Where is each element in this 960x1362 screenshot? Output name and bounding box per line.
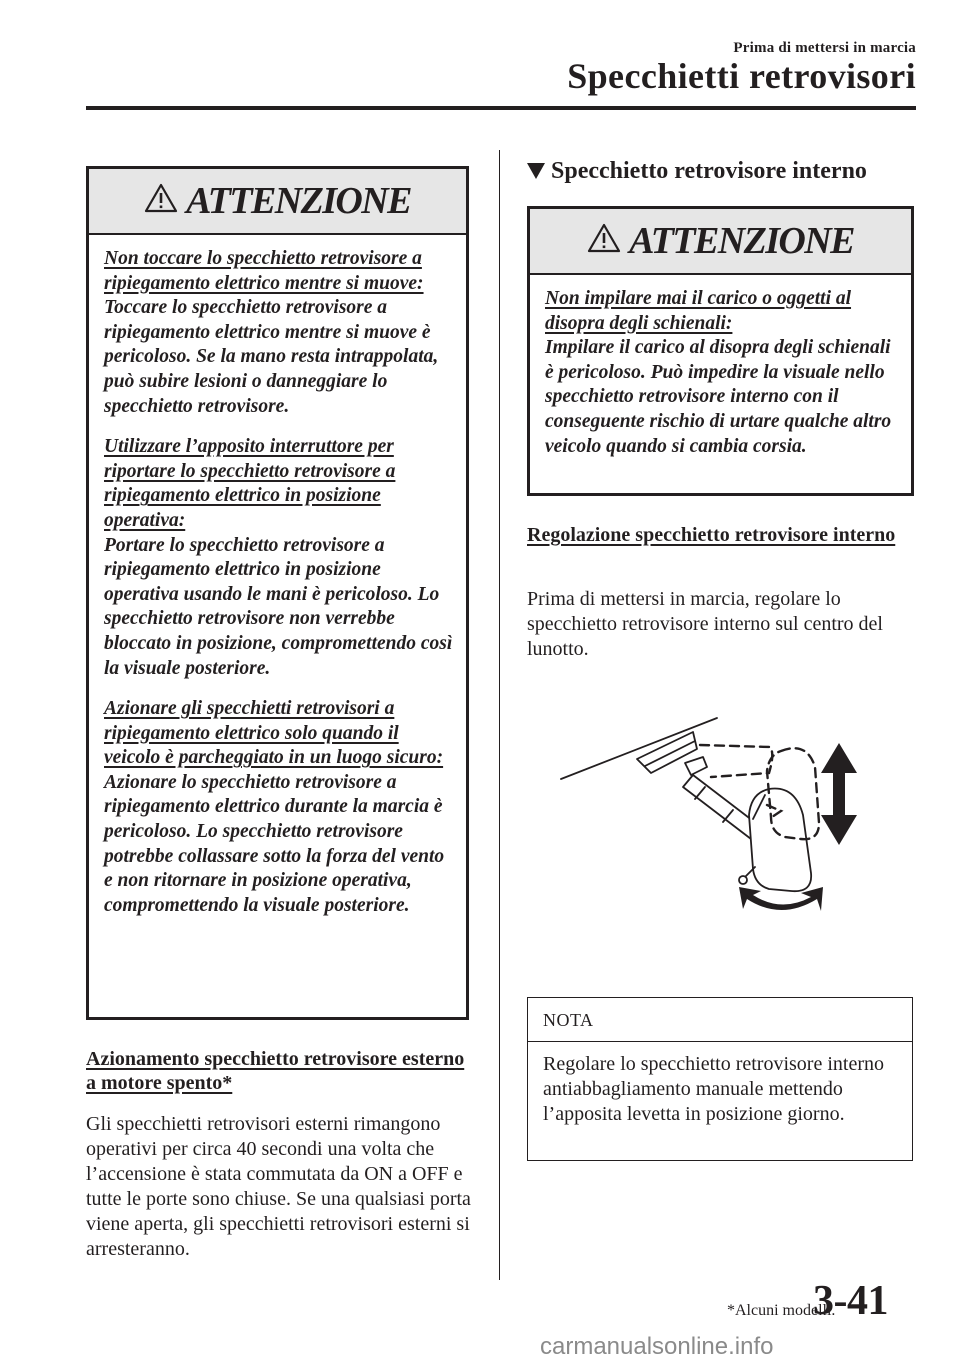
watermark: carmanualsonline.info — [540, 1333, 774, 1360]
right-subsection-heading: Regolazione specchietto retrovisore interno — [527, 524, 896, 546]
warning-label: ATTENZIONE — [186, 180, 411, 222]
section-heading — [527, 156, 867, 186]
warning-header — [89, 169, 466, 235]
column-divider — [499, 150, 500, 1280]
header-rule — [86, 106, 916, 110]
section-heading-text: Specchietto retrovisore interno — [551, 158, 867, 184]
warning-paragraph — [104, 697, 454, 918]
warning-box-left — [86, 166, 469, 1020]
left-body-text: Gli specchietti retrovisori esterni rimangono operativi per circa 40 secondi una volta che l’accensione è stata commutata da ON a OFF e tutte le porte sono chiuse. Se una qualsiasi porta viene aperta, gli specchietti retrovisori esterni si arresteranno. — [86, 1113, 471, 1260]
warning-triangle-icon — [587, 223, 621, 253]
warning-body — [89, 235, 466, 918]
vertical-adjust-arrow-icon — [821, 743, 857, 845]
warning-paragraph — [104, 435, 454, 681]
section-marker-icon — [527, 163, 545, 179]
warning-box-right — [527, 206, 914, 496]
warning-paragraph-heading: Utilizzare l’apposito interruttore per riportare lo specchietto retrovisore a ripiegamento elettrico in posizione operativa: — [104, 436, 396, 531]
page-number: 3-41 — [813, 1278, 888, 1324]
warning-paragraph-heading: Azionare gli specchietti retrovisori a ripiegamento elettrico solo quando il veicolo è parcheggiato in un luogo sicuro: — [104, 698, 444, 769]
note-text: Regolare lo specchietto retrovisore interno antiabbagliamento manuale mettendo l’apposita levetta in posizione giorno. — [543, 1053, 884, 1125]
warning-paragraph-heading: Non impilare mai il carico o oggetti al disopra degli schienali: — [545, 288, 852, 334]
mirror-adjustment-illustration — [555, 715, 875, 925]
warning-paragraph-heading: Non toccare lo specchietto retrovisore a ripiegamento elettrico mentre si muove: — [104, 248, 424, 294]
right-body-text: Prima di mettersi in marcia, regolare lo specchietto retrovisore interno sul centro del lunotto. — [527, 588, 883, 660]
page-title: Specchietti retrovisori — [567, 56, 916, 96]
header-section-title: Prima di mettersi in marcia — [733, 40, 916, 56]
warning-paragraph — [104, 247, 454, 419]
warning-paragraph — [545, 287, 899, 459]
warning-triangle-icon — [144, 183, 178, 213]
footnote: *Alcuni modelli. — [727, 1302, 836, 1319]
left-subsection-heading: Azionamento specchietto retrovisore esterno a motore spento* — [86, 1048, 465, 1094]
warning-body — [530, 275, 911, 459]
note-label: NOTA — [528, 998, 912, 1042]
warning-paragraph-text: Impilare il carico al disopra degli schienali è pericoloso. Può impedire la visuale nello specchietto retrovisore interno con il conseguente rischio di urtare qualche altro veicolo quando si cambia corsia. — [545, 337, 892, 457]
warning-header — [530, 209, 911, 275]
note-box — [527, 997, 913, 1161]
warning-paragraph-text: Toccare lo specchietto retrovisore a ripiegamento elettrico mentre si muove è pericoloso. Se la mano resta intrappolata, può subire lesioni o danneggiare lo specchietto retrovisore. — [104, 297, 439, 417]
warning-label: ATTENZIONE — [629, 220, 854, 262]
warning-paragraph-text: Portare lo specchietto retrovisore a ripiegamento elettrico in posizione operativa usando le mani è pericoloso. Lo specchietto retrovisore non verrebbe bloccato in posizione, compromettendo così la visuale posteriore. — [104, 534, 453, 679]
warning-paragraph-text: Azionare lo specchietto retrovisore a ripiegamento elettrico durante la marcia è pericoloso. Lo specchietto retrovisore potrebbe collassare sotto la forza del vento e non ritornare in posizione operativa, compromettendo la visuale posteriore. — [104, 771, 445, 916]
